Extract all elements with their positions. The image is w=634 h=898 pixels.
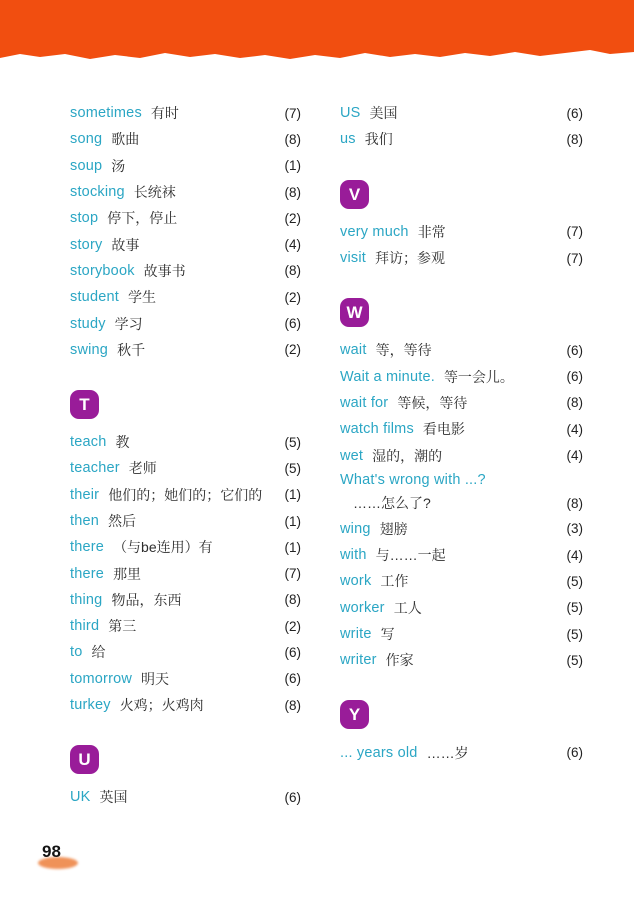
entry-definition: 第三 (108, 618, 137, 635)
glossary-entry (340, 442, 583, 468)
entry-definition: 写 (380, 626, 395, 642)
entry-unit-number: (6) (566, 105, 583, 121)
glossary-entry (70, 639, 301, 665)
entry-unit-number: (5) (284, 434, 301, 450)
entry-word: storybook (70, 262, 135, 279)
glossary-entry (70, 429, 301, 455)
entry-word: study (70, 315, 106, 332)
entry-definition: 火鸡；火鸡肉 (119, 697, 204, 714)
entry-definition: 明天 (141, 670, 170, 687)
entry-unit-number: (7) (284, 566, 301, 582)
entry-unit-number: (4) (284, 237, 301, 253)
entry-word: there (70, 565, 105, 582)
glossary-entry (70, 613, 301, 639)
entry-unit-number: (5) (566, 573, 583, 589)
entry-definition: 等，等待 (375, 342, 432, 359)
entry-definition: 汤 (111, 157, 126, 174)
entry-definition: 给 (91, 644, 106, 661)
entry-word: US (340, 105, 361, 122)
entry-unit-number: (8) (284, 131, 301, 147)
entry-word: sometimes (70, 105, 142, 122)
entry-definition: 英国 (99, 789, 128, 806)
glossary-entry (70, 179, 301, 205)
glossary-entry (70, 666, 301, 692)
section-letter-badge-w (340, 298, 369, 327)
entry-definition: 学生 (127, 289, 156, 306)
entry-word: teacher (70, 460, 120, 477)
entry-unit-number: (4) (566, 421, 583, 437)
entry-unit-number: (8) (284, 697, 301, 713)
glossary-entry (70, 337, 301, 363)
entry-word: swing (70, 341, 109, 358)
entry-definition: 歌曲 (111, 131, 140, 148)
glossary-entry (70, 534, 301, 560)
glossary-entry (340, 363, 583, 389)
entry-unit-number: (7) (284, 105, 301, 121)
entry-word: write (340, 626, 372, 642)
entry-unit-number: (1) (284, 539, 301, 555)
entry-word: soup (70, 157, 103, 174)
entry-unit-number: (5) (566, 652, 583, 668)
entry-word: wet (340, 447, 364, 464)
glossary-entry (340, 219, 583, 245)
glossary-entry (70, 692, 301, 718)
page-number-area (36, 840, 96, 876)
entry-definition: 看电影 (422, 421, 465, 438)
entry-word: wing (340, 520, 371, 537)
entry-unit-number: (8) (566, 496, 583, 512)
section-letter-badge-t (70, 390, 99, 419)
entry-unit-number: (7) (566, 224, 583, 240)
entry-word: very much (340, 223, 409, 240)
entry-unit-number: (5) (284, 460, 301, 476)
entry-unit-number: (6) (284, 671, 301, 687)
glossary-entry (340, 542, 583, 568)
glossary-entry (340, 621, 583, 647)
glossary-entry (70, 560, 301, 586)
entry-word: story (70, 236, 103, 253)
entry-definition: 他们的；她们的；它们的 (108, 486, 263, 503)
entry-definition: 故事 (111, 236, 140, 253)
entry-definition: 故事书 (143, 262, 186, 279)
entry-unit-number: (5) (566, 626, 583, 642)
entry-word: tomorrow (70, 670, 133, 687)
entry-unit-number: (2) (284, 618, 301, 634)
entry-definition: 工作 (380, 573, 409, 590)
entry-definition: 老师 (128, 460, 157, 477)
glossary-entry (70, 784, 301, 810)
entry-unit-number: (1) (284, 513, 301, 529)
section-letter: T (79, 394, 90, 414)
glossary-entry (340, 126, 583, 152)
entry-unit-number: (6) (566, 342, 583, 358)
entry-word: song (70, 131, 103, 148)
entry-definition: 等候，等待 (397, 394, 468, 411)
entry-word: watch films (340, 421, 414, 438)
entry-definition: 工人 (393, 599, 422, 616)
glossary-entry (70, 508, 301, 534)
entry-unit-number: (4) (566, 448, 583, 464)
glossary-entry (340, 390, 583, 416)
entry-definition: 美国 (369, 105, 398, 122)
entry-word: writer (340, 652, 377, 669)
entry-word: wait for (340, 394, 389, 411)
entry-definition: 与……一起 (375, 547, 446, 564)
entry-word: visit (340, 250, 366, 267)
entry-definition: 等一会儿。 (443, 368, 514, 385)
glossary-entry (70, 310, 301, 336)
entry-unit-number: (6) (566, 745, 583, 761)
glossary-entry (340, 245, 583, 271)
entry-unit-number: (8) (284, 592, 301, 608)
glossary-entry (70, 455, 301, 481)
entry-definition: ……怎么了? (353, 495, 431, 512)
glossary-column-right (340, 100, 583, 766)
glossary-entry (70, 482, 301, 508)
glossary-entry (340, 739, 583, 765)
entry-word: their (70, 486, 100, 503)
entry-definition: 我们 (364, 131, 393, 148)
entry-word: with (340, 547, 367, 564)
entry-definition: 那里 (113, 565, 142, 582)
entry-definition: 有时 (150, 105, 179, 122)
entry-definition: 教 (115, 434, 130, 451)
glossary-entry (70, 258, 301, 284)
entry-word: there (70, 539, 105, 556)
glossary-entry (340, 416, 583, 442)
glossary-entry (340, 337, 583, 363)
entry-unit-number: (4) (566, 547, 583, 563)
glossary-entry (70, 100, 301, 126)
section-letter-badge-y (340, 700, 369, 729)
entry-unit-number: (5) (566, 600, 583, 616)
entry-unit-number: (1) (284, 487, 301, 503)
entry-unit-number: (6) (284, 316, 301, 332)
section-letter-badge-u (70, 745, 99, 774)
entry-definition: 翅膀 (379, 520, 408, 537)
entry-definition: 作家 (385, 652, 414, 669)
section-letter: U (78, 750, 91, 770)
glossary-entry (340, 516, 583, 542)
glossary-entry (70, 284, 301, 310)
entry-word: work (340, 573, 372, 590)
entry-definition: 停下，停止 (107, 210, 178, 227)
entry-unit-number: (2) (284, 342, 301, 358)
entry-definition: 秋千 (117, 341, 146, 358)
section-letter: W (346, 303, 363, 323)
glossary-entry (340, 595, 583, 621)
entry-word: stop (70, 210, 99, 227)
torn-paper-header (0, 0, 634, 66)
entry-definition: ……岁 (426, 744, 469, 761)
entry-unit-number: (2) (284, 289, 301, 305)
entry-word: stocking (70, 184, 125, 201)
glossary-entry (70, 231, 301, 257)
entry-unit-number: (8) (566, 395, 583, 411)
glossary-entry (70, 587, 301, 613)
entry-word: Wait a minute. (340, 368, 435, 385)
entry-word: ... years old (340, 744, 418, 761)
entry-unit-number: (2) (284, 210, 301, 226)
entry-word: What's wrong with ...? (340, 471, 486, 488)
glossary-entry (70, 126, 301, 152)
glossary-entry (340, 647, 583, 673)
entry-word: to (70, 644, 83, 661)
entry-unit-number: (3) (566, 521, 583, 537)
entry-word: teach (70, 434, 107, 451)
glossary-entry (70, 205, 301, 231)
entry-word: turkey (70, 697, 111, 714)
glossary-entry (70, 153, 301, 179)
entry-word: wait (340, 342, 367, 359)
entry-word: then (70, 513, 100, 529)
glossary-entry (340, 100, 583, 126)
entry-unit-number: (1) (284, 158, 301, 174)
entry-definition: 学习 (114, 315, 143, 332)
entry-word: UK (70, 789, 91, 806)
entry-definition: （与be连用）有 (113, 539, 213, 556)
glossary-entry (340, 568, 583, 594)
entry-definition: 湿的，潮的 (372, 447, 443, 464)
entry-unit-number: (6) (284, 789, 301, 805)
entry-definition: 非常 (417, 223, 446, 240)
section-letter: Y (348, 705, 361, 725)
entry-definition: 拜访；参观 (374, 250, 445, 267)
entry-unit-number: (6) (284, 644, 301, 660)
entry-unit-number: (8) (284, 184, 301, 200)
glossary-column-left (70, 100, 301, 811)
entry-unit-number: (8) (284, 263, 301, 279)
glossary-entry (340, 469, 583, 516)
entry-definition: 长统袜 (133, 184, 176, 201)
entry-word: worker (340, 599, 385, 616)
entry-unit-number: (7) (566, 250, 583, 266)
entry-word: thing (70, 591, 103, 608)
entry-unit-number: (6) (566, 369, 583, 385)
entry-unit-number: (8) (566, 131, 583, 147)
section-letter: V (348, 184, 361, 204)
entry-definition: 物品，东西 (111, 591, 182, 608)
entry-definition: 然后 (108, 513, 137, 529)
entry-word: student (70, 289, 119, 306)
entry-word: third (70, 618, 100, 635)
page-number: 98 (42, 842, 61, 861)
section-letter-badge-v (340, 180, 369, 209)
entry-word: us (340, 131, 356, 148)
